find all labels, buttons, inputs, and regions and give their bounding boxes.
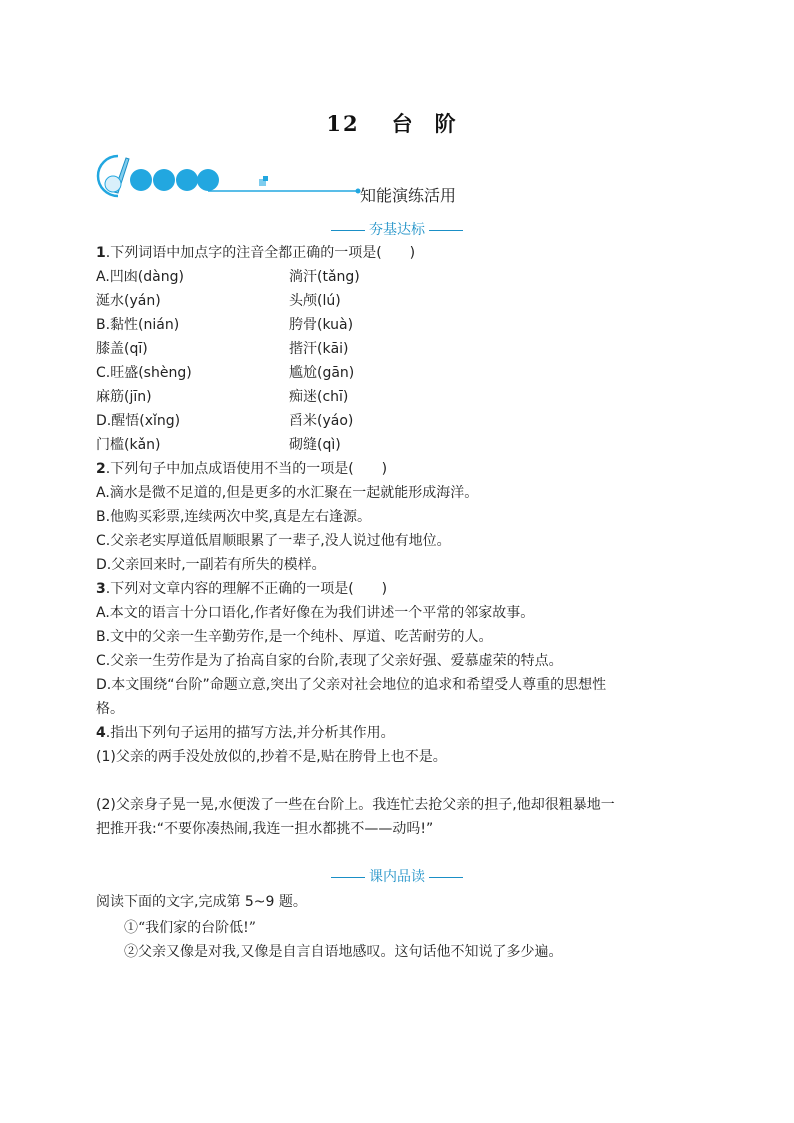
q1-option: 头颅(lú) <box>289 293 341 309</box>
question-2-stem: 2.下列句子中加点成语使用不当的一项是( ) <box>96 461 388 477</box>
q1-option: 麻筋(jīn) <box>96 389 152 405</box>
lesson-number: 12 <box>326 111 360 136</box>
q1-option: 砌缝(qì) <box>289 437 341 453</box>
q1-option: B.黏性(nián) <box>96 317 180 333</box>
q3-option-b: B.文中的父亲一生辛勤劳作,是一个纯朴、厚道、吃苦耐劳的人。 <box>96 629 493 645</box>
q1-option: 胯骨(kuà) <box>289 317 354 333</box>
pen-icon <box>98 156 129 196</box>
section-label: 课内品读 <box>369 869 425 885</box>
q1-option: 膝盖(qī) <box>96 341 148 357</box>
q1-option: 门槛(kǎn) <box>96 437 161 453</box>
banner-dot-3 <box>176 169 198 191</box>
banner-dot-1 <box>130 169 152 191</box>
q2-option-b: B.他购买彩票,连续两次中奖,真是左右逢源。 <box>96 509 371 525</box>
q2-option-a: A.滴水是微不足道的,但是更多的水汇聚在一起就能形成海洋。 <box>96 485 479 501</box>
q2-option-c: C.父亲老实厚道低眉顺眼累了一辈子,没人说过他有地位。 <box>96 533 451 549</box>
q1-option: D.醒悟(xǐng) <box>96 413 181 429</box>
q1-option: 尴尬(gān) <box>289 365 355 381</box>
q3-option-d: D.本文围绕“台阶”命题立意,突出了父亲对社会地位的追求和希望受人尊重的思想性 <box>96 677 607 693</box>
question-3-stem: 3.下列对文章内容的理解不正确的一项是( ) <box>96 581 388 597</box>
q4-item-1: (1)父亲的两手没处放似的,抄着不是,贴在胯骨上也不是。 <box>96 749 447 765</box>
banner-dot-2 <box>153 169 175 191</box>
question-4-stem: 4.指出下列句子运用的描写方法,并分析其作用。 <box>96 725 395 741</box>
reading-instructions: 阅读下面的文字,完成第 5~9 题。 <box>96 894 307 910</box>
reading-paragraph-2: ②父亲又像是对我,又像是自言自语地感叹。这句话他不知说了多少遍。 <box>124 944 563 960</box>
section-heading-basics <box>0 219 794 239</box>
banner-dot-4 <box>197 169 219 191</box>
section-heading-reading <box>0 866 794 886</box>
q3-option-d-continued: 格。 <box>96 701 124 717</box>
q3-option-a: A.本文的语言十分口语化,作者好像在为我们讲述一个平常的邻家故事。 <box>96 605 535 621</box>
banner-title: 知能演练活用 <box>360 186 457 205</box>
q1-option: 痴迷(chī) <box>289 389 349 405</box>
reading-paragraph-1: ①“我们家的台阶低!” <box>124 920 256 936</box>
q1-option: 揩汗(kāi) <box>289 341 349 357</box>
title-char-2: 阶 <box>434 111 458 136</box>
question-1-stem: 1.下列词语中加点字的注音全都正确的一项是( ) <box>96 245 416 261</box>
q1-option: C.旺盛(shèng) <box>96 365 192 381</box>
title-char-1: 台 <box>391 111 415 136</box>
q1-option: 舀米(yáo) <box>289 413 354 429</box>
q1-option: A.凹凼(dàng) <box>96 269 184 285</box>
section-label: 夯基达标 <box>369 222 425 238</box>
q1-option: 淌汗(tǎng) <box>289 269 360 285</box>
q4-item-2: (2)父亲身子晃一晃,水便泼了一些在台阶上。我连忙去抢父亲的担子,他却很粗暴地一 <box>96 797 615 813</box>
q3-option-c: C.父亲一生劳作是为了抬高自家的台阶,表现了父亲好强、爱慕虚荣的特点。 <box>96 653 563 669</box>
q2-option-d: D.父亲回来时,一副若有所失的模样。 <box>96 557 326 573</box>
q1-option: 涎水(yán) <box>96 293 161 309</box>
page-title <box>0 108 794 138</box>
q4-item-2-continued: 把推开我:“不要你凑热闹,我连一担水都挑不——动吗!” <box>96 821 434 837</box>
